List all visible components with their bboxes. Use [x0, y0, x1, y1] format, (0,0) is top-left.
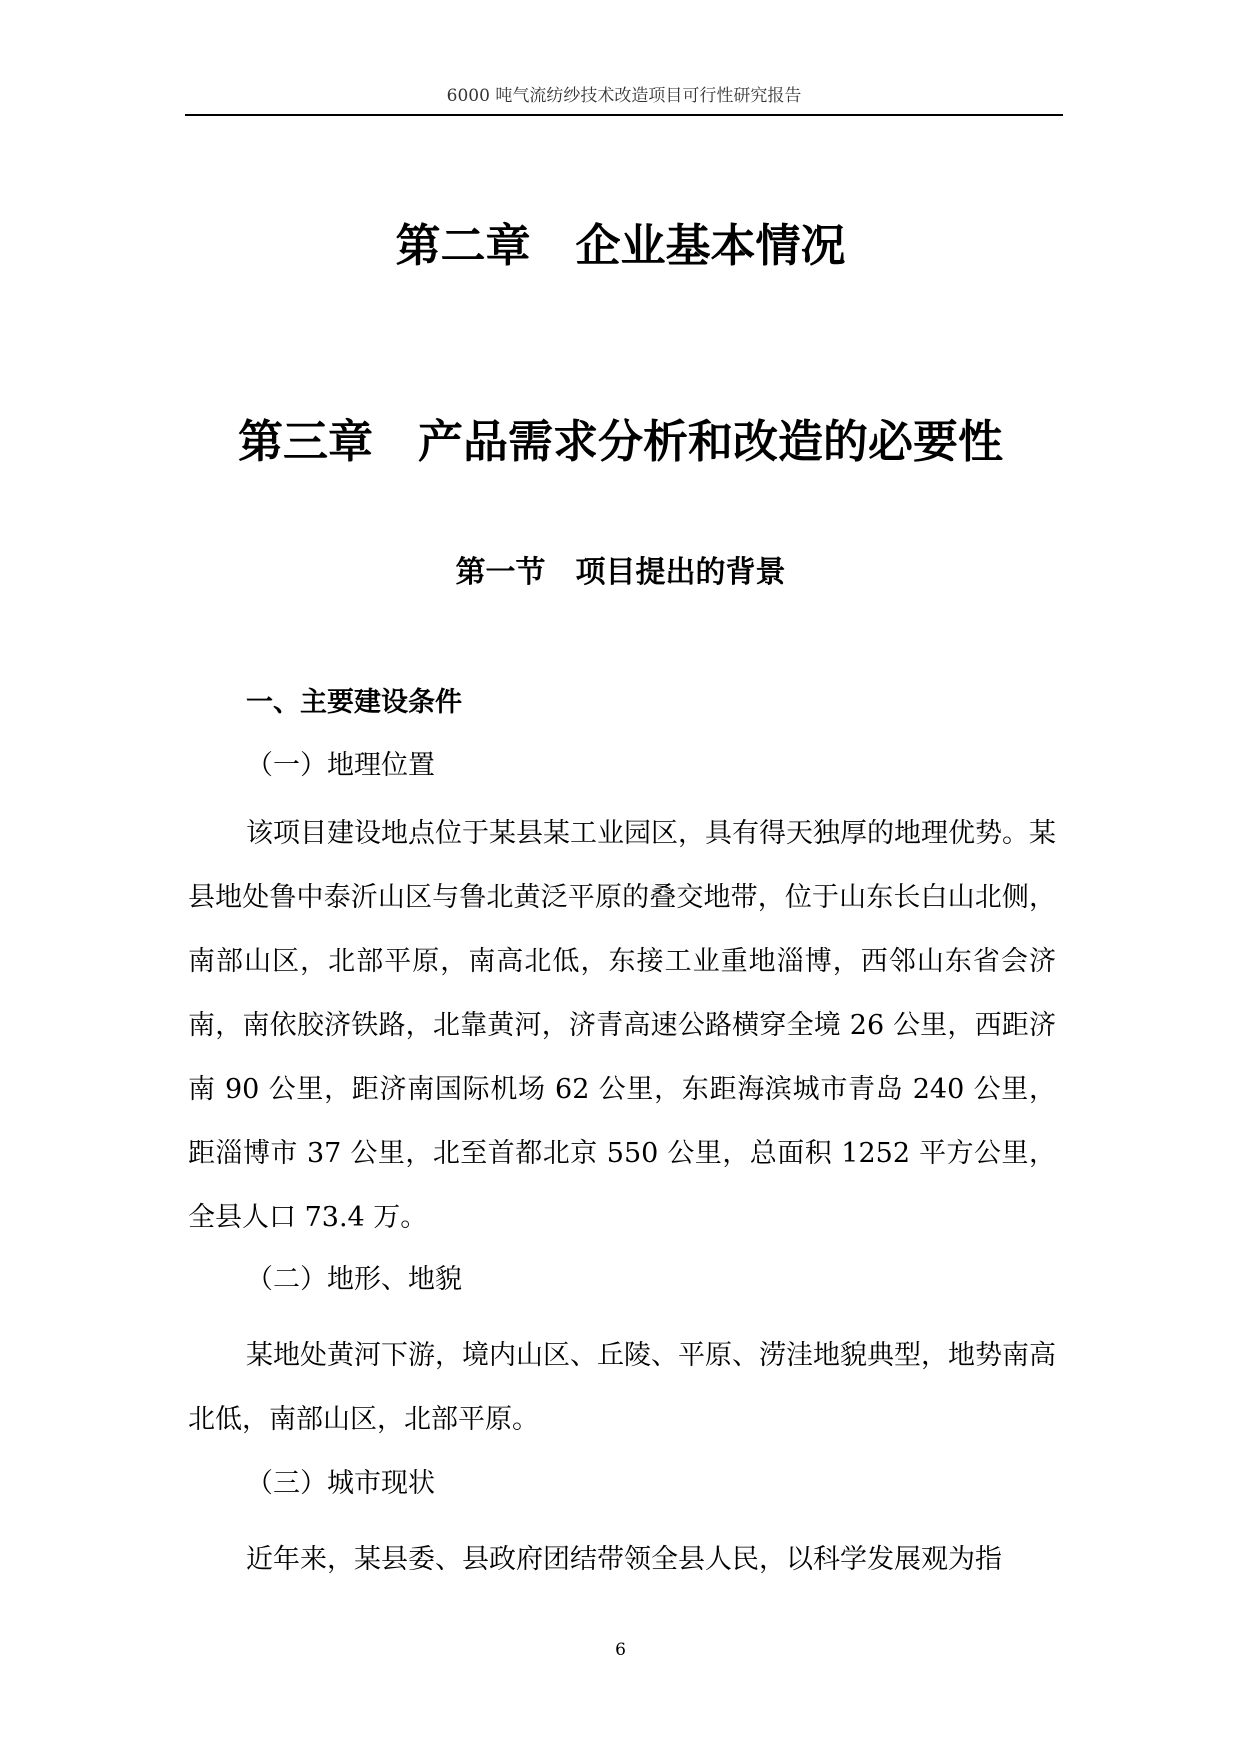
item-heading-location: （一）地理位置 [246, 750, 435, 781]
item-heading-terrain: （二）地形、地貌 [246, 1264, 462, 1295]
running-header-title: 6000 吨气流纺纱技术改造项目可行性研究报告 [446, 86, 802, 106]
page-number: 6 [615, 1640, 626, 1660]
chapter-3-title: 第三章 产品需求分析和改造的必要性 [237, 415, 1003, 468]
header-divider [185, 114, 1063, 116]
paragraph-city-status: 近年来，某县委、县政府团结带领全县人民，以科学发展观为指 [246, 1544, 1002, 1575]
paragraph-location: 该项目建设地点位于某县某工业园区，具有得天独厚的地理优势。某县地处鲁中泰沂山区与鲁北黄泛平原的叠交地带，位于山东长白山北侧，南部山区，北部平原，南高北低，东接工业重地淄博，西邻山东省会济南，南依胶济铁路，北靠黄河，济青高速公路横穿全境 26 公里，西距济南 90 公里，距济南国际机场 62 公里，东距海滨城市青岛 240 公里，距淄博市 37 公里，北至首都北京 550 公里，总面积 1252 平方公里，全县人口 73.4 万。 [188, 818, 1056, 1233]
subsection-heading: 一、主要建设条件 [246, 687, 462, 718]
paragraph-terrain: 某地处黄河下游，境内山区、丘陵、平原、涝洼地貌典型，地势南高北低，南部山区，北部平原。 [188, 1340, 1056, 1435]
chapter-2-title: 第二章 企业基本情况 [395, 219, 846, 272]
section-1-title: 第一节 项目提出的背景 [455, 555, 786, 590]
item-heading-city-status: （三）城市现状 [246, 1468, 435, 1499]
